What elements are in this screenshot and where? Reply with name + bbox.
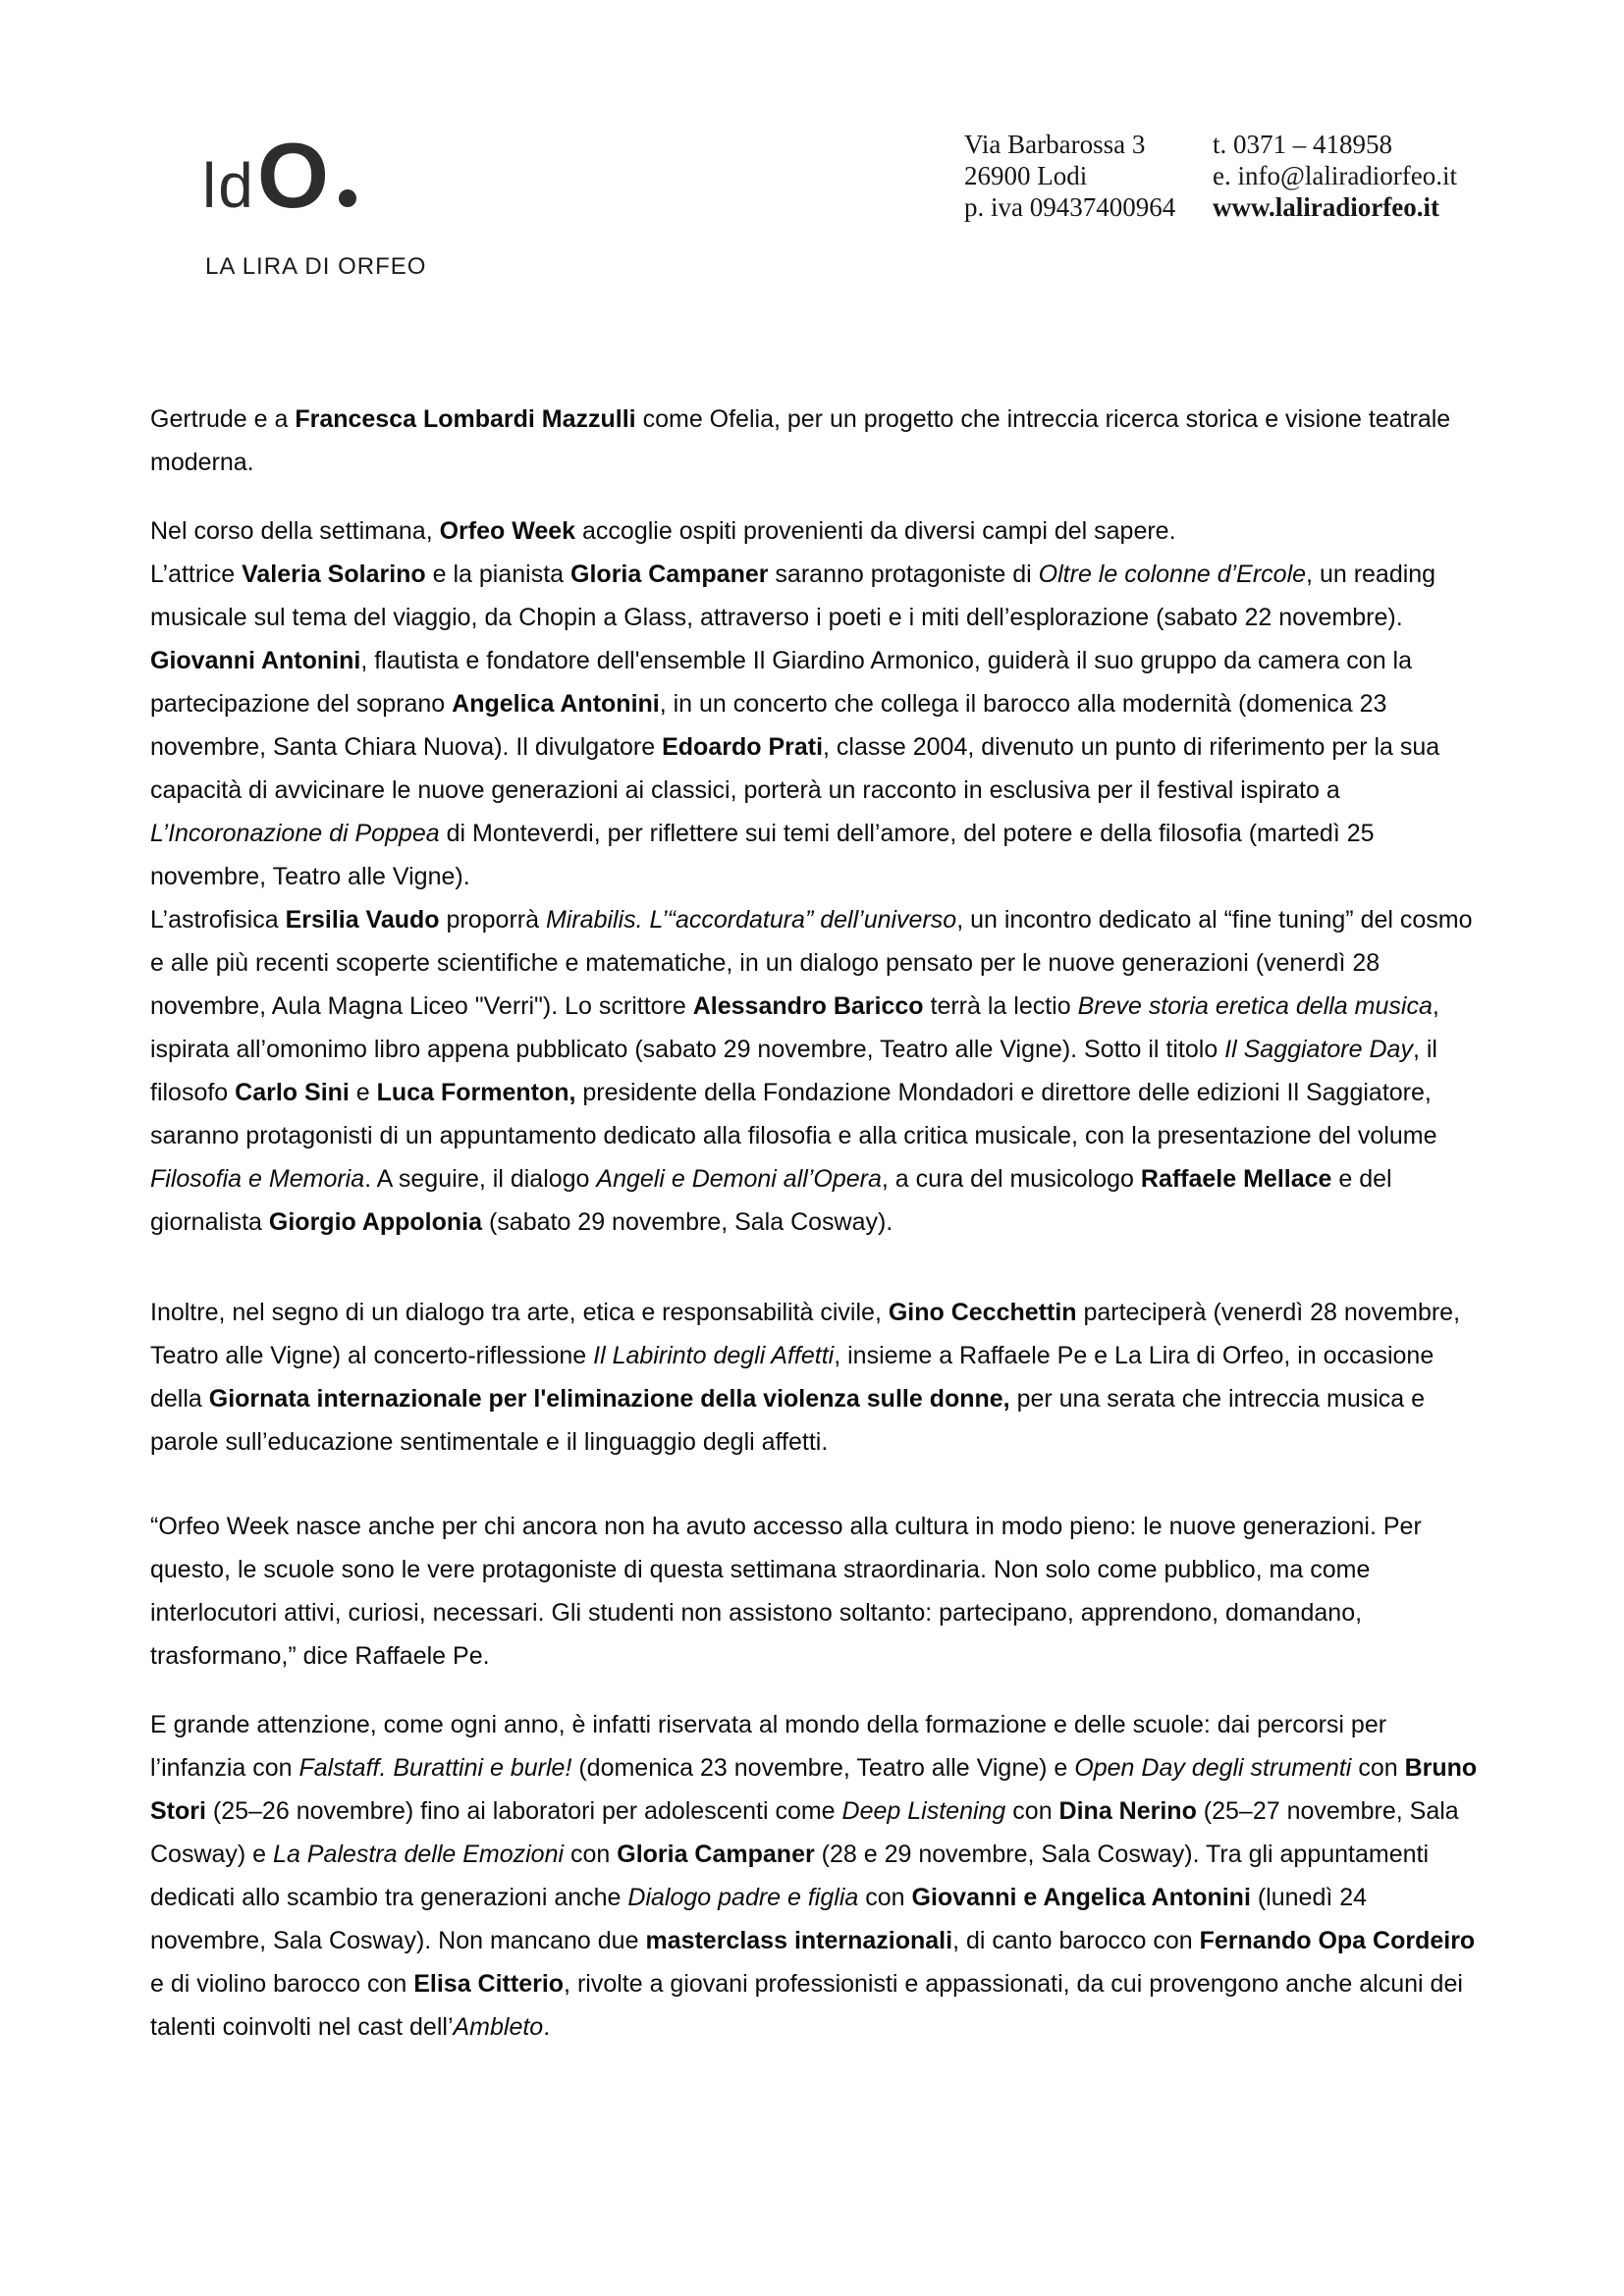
text-run: (28 e 29 novembre, Sala Cosway). Tra gli appuntamenti dedicati allo scambio tra generazioni anche bbox=[150, 1841, 1430, 1911]
text-run: Valeria Solarino bbox=[242, 561, 426, 588]
text-run: masterclass internazionali bbox=[645, 1927, 953, 1954]
text-run: Gloria Campaner bbox=[617, 1841, 815, 1868]
text-run: Il Saggiatore Day bbox=[1224, 1036, 1413, 1063]
paragraph bbox=[150, 1505, 1488, 1678]
text-run: saranno protagoniste di bbox=[768, 561, 1039, 588]
paragraph bbox=[150, 1291, 1488, 1464]
company-logo bbox=[202, 124, 356, 227]
contact-address-block bbox=[964, 129, 1175, 223]
text-run: Falstaff. Burattini e burle! bbox=[298, 1754, 572, 1782]
text-run: terrà la lectio bbox=[923, 992, 1078, 1020]
text-run: , un reading musicale sul tema del viaggio, da Chopin a Glass, attraverso i poeti e i miti dell’esplorazione (sabato 22 novembre). bbox=[150, 561, 1436, 631]
phone-line: t. 0371 – 418958 bbox=[1213, 130, 1393, 159]
text-run: Ersilia Vaudo bbox=[285, 906, 440, 934]
text-run: Edoardo Prati bbox=[662, 733, 824, 761]
paragraph bbox=[150, 398, 1488, 484]
text-run: Gino Cecchettin bbox=[888, 1299, 1077, 1326]
text-run: Raffaele Mellace bbox=[1140, 1165, 1332, 1193]
text-run: per una serata che intreccia musica e parole sull’educazione sentimentale e il linguaggio degli affetti. bbox=[150, 1385, 1426, 1456]
text-run: L’Incoronazione di Poppea bbox=[150, 820, 440, 847]
text-run: “Orfeo Week nasce anche per chi ancora non ha avuto accesso alla cultura in modo pieno: le nuove generazioni. Per questo, le scuole sono le vere protagoniste di questa settimana straordinaria. Non solo come pubblico, ma come interlocutori attivi, curiosi, necessari. Gli studenti non assistono soltanto: partecipano, apprendono, domandano, trasformano,” dice Raffaele Pe. bbox=[150, 1513, 1422, 1670]
text-run: Luca Formenton, bbox=[376, 1079, 576, 1106]
text-run: Giorgio Appolonia bbox=[268, 1208, 483, 1236]
text-run: , un incontro dedicato al “fine tuning” del cosmo e alle più recenti scoperte scientifiche e matematiche, in un dialogo pensato per le nuove generazioni (venerdì 28 novembre, Aula Magna Liceo "Verri"). Lo scrittore bbox=[150, 906, 1473, 1020]
text-run: , rivolte a giovani professionisti e appassionati, da cui provengono anche alcuni dei talenti coinvolti nel cast dell’ bbox=[150, 1970, 1463, 2041]
text-run: parteciperà (venerdì 28 novembre, Teatro alle Vigne) al concerto-riflessione bbox=[150, 1299, 1461, 1369]
text-run: come Ofelia, per un progetto che intreccia ricerca storica e visione teatrale moderna. bbox=[150, 405, 1451, 476]
text-run: (domenica 23 novembre, Teatro alle Vigne) e bbox=[571, 1754, 1075, 1782]
address-city: 26900 Lodi bbox=[964, 161, 1088, 190]
text-run: , a cura del musicologo bbox=[881, 1165, 1141, 1193]
text-run: Breve storia eretica della musica bbox=[1077, 992, 1433, 1020]
text-run: , classe 2004, divenuto un punto di riferimento per la sua capacità di avvicinare le nuove generazioni ai classici, porterà un racconto in esclusiva per il festival ispirato a bbox=[150, 733, 1440, 804]
text-run: Elisa Citterio bbox=[413, 1970, 565, 1998]
text-run: L’astrofisica bbox=[150, 906, 286, 934]
text-run: presidente della Fondazione Mondadori e direttore delle edizioni Il Saggiatore, saranno protagonisti di un appuntamento dedicato alla filosofia e alla critica musicale, con la presentazione del volume bbox=[150, 1079, 1437, 1149]
text-run: Oltre le colonne d’Ercole bbox=[1038, 561, 1307, 588]
text-run: . A seguire, il dialogo bbox=[364, 1165, 597, 1193]
text-run: Giovanni Antonini bbox=[150, 647, 361, 674]
text-run: , in un concerto che collega il barocco alla modernità (domenica 23 novembre, Santa Chiara Nuova). Il divulgatore bbox=[150, 690, 1387, 761]
text-run: Filosofia e Memoria bbox=[150, 1165, 365, 1193]
text-run: Angelica Antonini bbox=[452, 690, 660, 718]
text-run: Giornata internazionale per l'eliminazione della violenza sulle donne, bbox=[208, 1385, 1010, 1413]
logo-mark-thin: ld bbox=[202, 150, 255, 221]
text-run: Angeli e Demoni all’Opera bbox=[596, 1165, 882, 1193]
text-run: Bruno Stori bbox=[150, 1754, 1478, 1825]
text-run: Fernando Opa Cordeiro bbox=[1199, 1927, 1476, 1954]
logo-mark-bold: O bbox=[256, 124, 329, 227]
document-body bbox=[150, 398, 1488, 2049]
text-run: Inoltre, nel segno di un dialogo tra arte, etica e responsabilità civile, bbox=[150, 1299, 889, 1326]
text-run: , ispirata all’omonimo libro appena pubblicato (sabato 29 novembre, Teatro alle Vigne). Sotto il titolo bbox=[150, 992, 1439, 1063]
text-run: con bbox=[1005, 1797, 1059, 1825]
text-run: Orfeo Week bbox=[439, 517, 576, 545]
contact-info-block bbox=[1213, 129, 1457, 223]
text-run: proporrà bbox=[439, 906, 546, 934]
text-run: Alessandro Baricco bbox=[692, 992, 924, 1020]
text-run: Giovanni e Angelica Antonini bbox=[911, 1884, 1251, 1911]
text-run: Open Day degli strumenti bbox=[1074, 1754, 1352, 1782]
text-run: , insieme a Raffaele Pe e La Lira di Orfeo, in occasione della bbox=[150, 1342, 1435, 1413]
text-run: La Palestra delle Emozioni bbox=[273, 1841, 565, 1868]
text-run: Gloria Campaner bbox=[570, 561, 769, 588]
text-run: Gertrude e a bbox=[150, 405, 296, 433]
text-run: accoglie ospiti provenienti da diversi campi del sapere. bbox=[575, 517, 1176, 545]
text-run: (lunedì 24 novembre, Sala Cosway). Non mancano due bbox=[150, 1884, 1368, 1954]
text-run: e bbox=[349, 1079, 377, 1106]
text-run: Carlo Sini bbox=[235, 1079, 350, 1106]
text-run: e del giornalista bbox=[150, 1165, 1392, 1236]
text-run: con bbox=[1351, 1754, 1405, 1782]
text-run: , di canto barocco con bbox=[952, 1927, 1200, 1954]
text-run: e di violino barocco con bbox=[150, 1970, 414, 1998]
address-street: Via Barbarossa 3 bbox=[964, 130, 1146, 159]
text-run: di Monteverdi, per riflettere sui temi dell’amore, del potere e della filosofia (martedì 25 novembre, Teatro alle Vigne). bbox=[150, 820, 1375, 890]
text-run: con bbox=[858, 1884, 912, 1911]
email-line: e. info@laliradiorfeo.it bbox=[1213, 161, 1458, 190]
text-run: e la pianista bbox=[425, 561, 571, 588]
text-run: E grande attenzione, come ogni anno, è infatti riservata al mondo della formazione e delle scuole: dai percorsi per l’infanzia con bbox=[150, 1711, 1387, 1782]
text-run: con bbox=[564, 1841, 618, 1868]
text-run: , flautista e fondatore dell'ensemble Il Giardino Armonico, guiderà il suo gruppo da camera con la partecipazione del soprano bbox=[150, 647, 1413, 718]
text-run: L’attrice bbox=[150, 561, 243, 588]
text-run: Dina Nerino bbox=[1058, 1797, 1197, 1825]
paragraph bbox=[150, 1703, 1488, 2049]
paragraph bbox=[150, 509, 1488, 1244]
text-run: (25–26 novembre) fino ai laboratori per adolescenti come bbox=[205, 1797, 842, 1825]
text-run: Mirabilis. L’“accordatura” dell’universo bbox=[545, 906, 957, 934]
text-run: (25–27 novembre, Sala Cosway) e bbox=[150, 1797, 1459, 1868]
text-run: , il filosofo bbox=[150, 1036, 1437, 1106]
text-run: Il Labirinto degli Affetti bbox=[593, 1342, 835, 1369]
text-run: Dialogo padre e figlia bbox=[627, 1884, 859, 1911]
logo-dot-icon bbox=[339, 189, 356, 207]
text-run: Deep Listening bbox=[841, 1797, 1006, 1825]
text-run: . bbox=[543, 2013, 551, 2041]
text-run: Ambleto bbox=[453, 2013, 544, 2041]
address-vat: p. iva 09437400964 bbox=[964, 192, 1176, 222]
website-url: www.laliradiorfeo.it bbox=[1213, 192, 1439, 222]
text-run: Francesca Lombardi Mazzulli bbox=[295, 405, 636, 433]
logo-wordmark: LA LIRA DI ORFEO bbox=[205, 253, 427, 280]
text-run: Nel corso della settimana, bbox=[150, 517, 440, 545]
text-run: (sabato 29 novembre, Sala Cosway). bbox=[482, 1208, 893, 1236]
